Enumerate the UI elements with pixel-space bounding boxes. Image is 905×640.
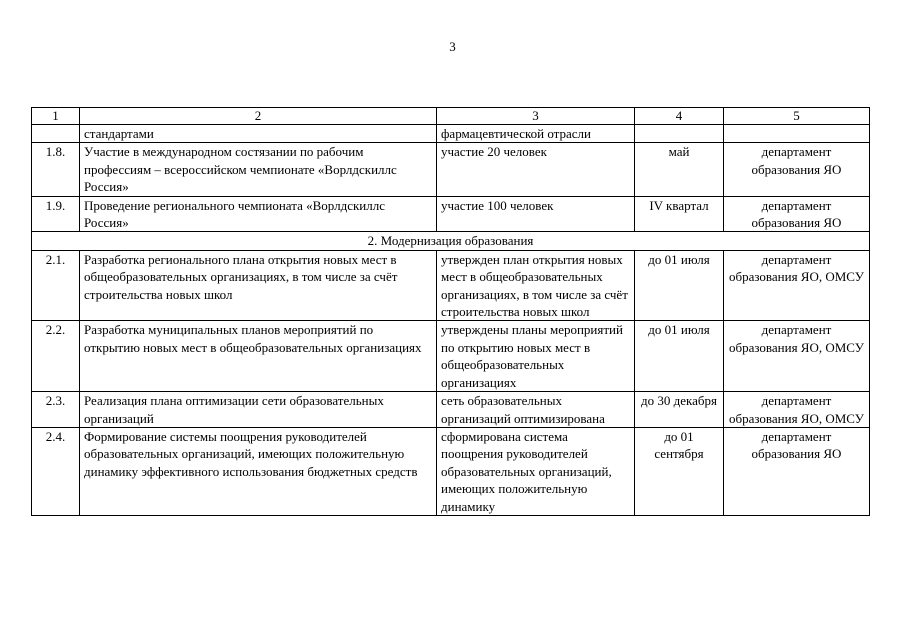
row-term: май xyxy=(635,143,724,196)
row-activity: Формирование системы поощрения руководителей образовательных организаций, имеющих положительную динамику эффективного использования бюджетных средств xyxy=(80,427,437,515)
page-number: 3 xyxy=(449,39,456,54)
table-row xyxy=(32,392,870,428)
row-responsible: департамент образования ЯО, ОМСУ xyxy=(724,250,870,321)
row-result: фармацевтической отрасли xyxy=(437,125,635,143)
row-result: сформирована система поощрения руководителей образовательных организаций, имеющих положительную динамику xyxy=(437,427,635,515)
row-responsible: департамент образования ЯО, ОМСУ xyxy=(724,392,870,428)
row-number: 1.9. xyxy=(32,196,80,232)
table-row xyxy=(32,427,870,515)
row-term: IV квартал xyxy=(635,196,724,232)
table-row xyxy=(32,125,870,143)
row-result: сеть образовательных организаций оптимизирована xyxy=(437,392,635,428)
row-term xyxy=(635,125,724,143)
row-number: 2.2. xyxy=(32,321,80,392)
row-activity: Участие в международном состязании по рабочим профессиям – всероссийском чемпионате «Ворлдскиллс Россия» xyxy=(80,143,437,196)
row-term: до 01 сентября xyxy=(635,427,724,515)
section-row xyxy=(32,232,870,250)
header-col-1: 1 xyxy=(32,108,80,125)
table-row xyxy=(32,321,870,392)
row-result: утверждены планы мероприятий по открытию новых мест в общеобразовательных организациях xyxy=(437,321,635,392)
row-responsible xyxy=(724,125,870,143)
header-col-4: 4 xyxy=(635,108,724,125)
row-number: 2.3. xyxy=(32,392,80,428)
section-title: 2. Модернизация образования xyxy=(32,232,870,250)
row-term: до 30 декабря xyxy=(635,392,724,428)
row-result: участие 100 человек xyxy=(437,196,635,232)
row-number: 2.1. xyxy=(32,250,80,321)
row-activity: Реализация плана оптимизации сети образовательных организаций xyxy=(80,392,437,428)
row-responsible: департамент образования ЯО xyxy=(724,143,870,196)
row-activity: Разработка регионального плана открытия новых мест в общеобразовательных организациях, в том числе за счёт строительства новых школ xyxy=(80,250,437,321)
row-responsible: департамент образования ЯО xyxy=(724,427,870,515)
row-result: утвержден план открытия новых мест в общеобразовательных организациях, в том числе за счёт строительства новых школ xyxy=(437,250,635,321)
row-responsible: департамент образования ЯО, ОМСУ xyxy=(724,321,870,392)
header-col-2: 2 xyxy=(80,108,437,125)
row-result: участие 20 человек xyxy=(437,143,635,196)
row-number: 2.4. xyxy=(32,427,80,515)
header-col-5: 5 xyxy=(724,108,870,125)
row-activity: Разработка муниципальных планов мероприятий по открытию новых мест в общеобразовательных организациях xyxy=(80,321,437,392)
plan-table xyxy=(31,107,870,516)
row-term: до 01 июля xyxy=(635,250,724,321)
table-row xyxy=(32,143,870,196)
row-term: до 01 июля xyxy=(635,321,724,392)
row-activity: стандартами xyxy=(80,125,437,143)
table-row xyxy=(32,250,870,321)
table-header-row xyxy=(32,108,870,125)
row-number: 1.8. xyxy=(32,143,80,196)
row-activity: Проведение регионального чемпионата «Ворлдскиллс Россия» xyxy=(80,196,437,232)
header-col-3: 3 xyxy=(437,108,635,125)
row-responsible: департамент образования ЯО xyxy=(724,196,870,232)
row-number xyxy=(32,125,80,143)
table-row xyxy=(32,196,870,232)
